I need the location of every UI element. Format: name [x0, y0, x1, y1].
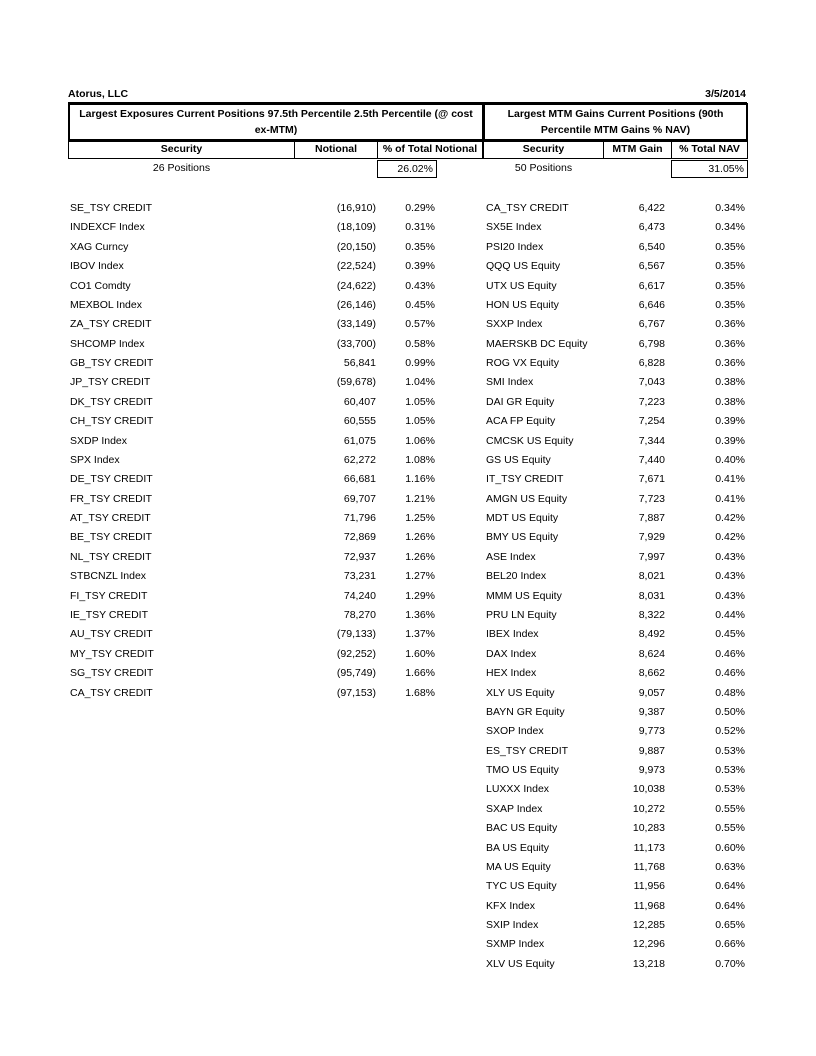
mtm-gain-cell: 12,296 — [632, 938, 665, 950]
security-cell: CO1 Comdty — [70, 280, 131, 292]
mtm-gain-cell: 8,021 — [638, 570, 665, 582]
company-name: Atorus, LLC — [68, 88, 129, 100]
notional-cell: (18,109) — [336, 221, 376, 233]
table-row — [0, 434, 816, 448]
table-row — [0, 279, 816, 293]
mtm-gain-cell: 7,440 — [638, 454, 665, 466]
notional-cell: (97,153) — [336, 687, 376, 699]
security-cell: MDT US Equity — [486, 512, 559, 524]
table-row — [0, 511, 816, 525]
security-cell: DK_TSY CREDIT — [70, 396, 153, 408]
pct-nav-cell: 0.52% — [715, 725, 745, 737]
mtm-gain-cell: 11,968 — [633, 900, 665, 912]
security-cell: BA US Equity — [486, 842, 550, 854]
table-row — [0, 957, 816, 971]
security-cell: BE_TSY CREDIT — [70, 531, 153, 543]
security-cell: MA US Equity — [486, 861, 551, 873]
table-row — [0, 821, 816, 835]
pct-notional-cell: 1.60% — [405, 648, 435, 660]
table-row — [0, 453, 816, 467]
table-row — [0, 724, 816, 738]
security-cell: BAC US Equity — [486, 822, 558, 834]
security-cell: GB_TSY CREDIT — [70, 357, 154, 369]
table-row — [0, 744, 816, 758]
pct-nav-cell: 0.64% — [715, 900, 745, 912]
pct-notional-cell: 0.39% — [405, 260, 435, 272]
pct-nav-cell: 0.53% — [715, 745, 745, 757]
table-row — [0, 375, 816, 389]
table-row — [0, 841, 816, 855]
mtm-gain-cell: 9,773 — [638, 725, 665, 737]
pct-nav-cell: 0.40% — [715, 454, 745, 466]
notional-cell: 60,407 — [343, 396, 376, 408]
security-cell: TYC US Equity — [486, 880, 557, 892]
security-cell: CA_TSY CREDIT — [486, 202, 569, 214]
right-panel-title: Largest MTM Gains Current Positions (90th Percentile MTM Gains % NAV) — [483, 103, 748, 141]
security-cell: SXAP Index — [486, 803, 543, 815]
notional-cell: (92,252) — [336, 648, 376, 660]
pct-notional-cell: 0.45% — [405, 299, 435, 311]
pct-nav-cell: 0.46% — [715, 667, 745, 679]
table-row — [0, 705, 816, 719]
notional-cell: 61,075 — [343, 435, 376, 447]
mtm-gain-cell: 9,387 — [638, 706, 665, 718]
notional-cell: (26,146) — [336, 299, 376, 311]
security-cell: SMI Index — [486, 376, 534, 388]
pct-notional-cell: 0.99% — [405, 357, 435, 369]
pct-notional-cell: 0.29% — [405, 202, 435, 214]
security-cell: STBCNZL Index — [70, 570, 147, 582]
mtm-gain-cell: 7,929 — [638, 531, 665, 543]
table-row — [0, 414, 816, 428]
security-cell: TMO US Equity — [486, 764, 559, 776]
security-cell: ASE Index — [486, 551, 536, 563]
pct-nav-cell: 0.38% — [715, 396, 745, 408]
pct-notional-cell: 1.26% — [405, 551, 435, 563]
table-row — [0, 763, 816, 777]
security-cell: PRU LN Equity — [486, 609, 557, 621]
security-cell: IBOV Index — [70, 260, 124, 272]
mtm-gain-cell: 6,473 — [638, 221, 665, 233]
pct-notional-cell: 1.21% — [405, 493, 435, 505]
pct-nav-cell: 0.66% — [715, 938, 745, 950]
pct-nav-cell: 0.64% — [715, 880, 745, 892]
security-cell: SPX Index — [70, 454, 120, 466]
mtm-gain-cell: 6,567 — [638, 260, 665, 272]
mtm-gain-cell: 7,254 — [638, 415, 665, 427]
mtm-gain-cell: 11,956 — [633, 880, 665, 892]
left-summary-pct: 26.02% — [377, 160, 437, 178]
mtm-gain-cell: 10,038 — [632, 783, 665, 795]
pct-nav-cell: 0.34% — [715, 202, 745, 214]
notional-cell: 74,240 — [343, 590, 376, 602]
pct-notional-cell: 0.57% — [405, 318, 435, 330]
table-row — [0, 201, 816, 215]
pct-notional-cell: 1.36% — [405, 609, 435, 621]
security-cell: GS US Equity — [486, 454, 551, 466]
mtm-gain-cell: 9,887 — [638, 745, 665, 757]
pct-nav-cell: 0.43% — [715, 551, 745, 563]
pct-nav-cell: 0.36% — [715, 318, 745, 330]
mtm-gain-cell: 7,223 — [638, 396, 665, 408]
mtm-gain-cell: 10,283 — [632, 822, 665, 834]
mtm-gain-cell: 7,723 — [638, 493, 665, 505]
pct-nav-cell: 0.44% — [715, 609, 745, 621]
security-cell: QQQ US Equity — [486, 260, 561, 272]
security-cell: BAYN GR Equity — [486, 706, 565, 718]
security-cell: SHCOMP Index — [70, 338, 145, 350]
notional-cell: (16,910) — [336, 202, 376, 214]
security-cell: NL_TSY CREDIT — [70, 551, 152, 563]
security-cell: SXMP Index — [486, 938, 545, 950]
security-cell: SG_TSY CREDIT — [70, 667, 154, 679]
notional-cell: (22,524) — [336, 260, 376, 272]
notional-cell: (95,749) — [336, 667, 376, 679]
pct-nav-cell: 0.35% — [715, 241, 745, 253]
security-cell: MY_TSY CREDIT — [70, 648, 154, 660]
security-cell: DE_TSY CREDIT — [70, 473, 153, 485]
table-row — [0, 530, 816, 544]
table-row — [0, 472, 816, 486]
mtm-gain-cell: 6,540 — [638, 241, 665, 253]
security-cell: IE_TSY CREDIT — [70, 609, 148, 621]
left-panel-title: Largest Exposures Current Positions 97.5th Percentile 2.5th Percentile (@ cost ex-MTM) — [68, 103, 484, 141]
pct-notional-cell: 1.26% — [405, 531, 435, 543]
pct-notional-cell: 1.37% — [405, 628, 435, 640]
pct-nav-cell: 0.48% — [715, 687, 745, 699]
security-cell: CMCSK US Equity — [486, 435, 574, 447]
security-cell: AT_TSY CREDIT — [70, 512, 151, 524]
mtm-gain-cell: 13,218 — [632, 958, 665, 970]
table-row — [0, 240, 816, 254]
pct-notional-cell: 0.31% — [405, 221, 435, 233]
mtm-gain-cell: 7,043 — [638, 376, 665, 388]
security-cell: XAG Curncy — [70, 241, 129, 253]
mtm-gain-cell: 9,057 — [638, 687, 665, 699]
mtm-gain-cell: 6,828 — [638, 357, 665, 369]
pct-nav-cell: 0.45% — [715, 628, 745, 640]
security-cell: CA_TSY CREDIT — [70, 687, 153, 699]
table-row — [0, 259, 816, 273]
security-cell: AU_TSY CREDIT — [70, 628, 153, 640]
table-row — [0, 220, 816, 234]
pct-nav-cell: 0.42% — [715, 512, 745, 524]
table-row — [0, 608, 816, 622]
security-cell: DAI GR Equity — [486, 396, 555, 408]
security-cell: IT_TSY CREDIT — [486, 473, 564, 485]
pct-nav-cell: 0.39% — [715, 435, 745, 447]
pct-notional-cell: 1.04% — [405, 376, 435, 388]
table-row — [0, 899, 816, 913]
pct-notional-cell: 0.43% — [405, 280, 435, 292]
security-cell: SXXP Index — [486, 318, 543, 330]
pct-notional-cell: 0.35% — [405, 241, 435, 253]
security-cell: SXOP Index — [486, 725, 544, 737]
pct-notional-cell: 1.66% — [405, 667, 435, 679]
pct-nav-cell: 0.35% — [715, 299, 745, 311]
table-row — [0, 918, 816, 932]
security-cell: MMM US Equity — [486, 590, 562, 602]
security-cell: MAERSKB DC Equity — [486, 338, 588, 350]
left-col-pct-notional: % of Total Notional — [377, 141, 483, 159]
pct-nav-cell: 0.42% — [715, 531, 745, 543]
mtm-gain-cell: 7,671 — [638, 473, 665, 485]
mtm-gain-cell: 7,997 — [638, 551, 665, 563]
right-summary-count: 50 Positions — [514, 162, 573, 174]
pct-nav-cell: 0.53% — [715, 783, 745, 795]
pct-nav-cell: 0.39% — [715, 415, 745, 427]
security-cell: SX5E Index — [486, 221, 542, 233]
table-row — [0, 627, 816, 641]
pct-nav-cell: 0.35% — [715, 280, 745, 292]
security-cell: ACA FP Equity — [486, 415, 556, 427]
notional-cell: 72,937 — [343, 551, 376, 563]
security-cell: BEL20 Index — [486, 570, 547, 582]
security-cell: BMY US Equity — [486, 531, 559, 543]
security-cell: MEXBOL Index — [70, 299, 142, 311]
security-cell: SXDP Index — [70, 435, 128, 447]
notional-cell: (59,678) — [336, 376, 376, 388]
mtm-gain-cell: 7,887 — [638, 512, 665, 524]
notional-cell: 69,707 — [343, 493, 376, 505]
pct-notional-cell: 1.68% — [405, 687, 435, 699]
security-cell: XLY US Equity — [486, 687, 555, 699]
pct-nav-cell: 0.50% — [715, 706, 745, 718]
notional-cell: (33,700) — [336, 338, 376, 350]
security-cell: ES_TSY CREDIT — [486, 745, 569, 757]
mtm-gain-cell: 11,768 — [633, 861, 665, 873]
table-row — [0, 879, 816, 893]
mtm-gain-cell: 7,344 — [638, 435, 665, 447]
notional-cell: 62,272 — [343, 454, 376, 466]
pct-nav-cell: 0.65% — [715, 919, 745, 931]
pct-notional-cell: 1.06% — [405, 435, 435, 447]
notional-cell: 73,231 — [343, 570, 376, 582]
security-cell: SE_TSY CREDIT — [70, 202, 153, 214]
security-cell: HON US Equity — [486, 299, 559, 311]
pct-nav-cell: 0.34% — [715, 221, 745, 233]
table-row — [0, 782, 816, 796]
left-col-security: Security — [68, 141, 295, 159]
notional-cell: 66,681 — [343, 473, 376, 485]
pct-nav-cell: 0.46% — [715, 648, 745, 660]
pct-notional-cell: 1.27% — [405, 570, 435, 582]
notional-cell: 71,796 — [343, 512, 376, 524]
pct-nav-cell: 0.36% — [715, 357, 745, 369]
pct-nav-cell: 0.63% — [715, 861, 745, 873]
pct-notional-cell: 1.29% — [405, 590, 435, 602]
security-cell: LUXXX Index — [486, 783, 550, 795]
notional-cell: 78,270 — [343, 609, 376, 621]
pct-notional-cell: 1.05% — [405, 396, 435, 408]
pct-nav-cell: 0.36% — [715, 338, 745, 350]
security-cell: FI_TSY CREDIT — [70, 590, 148, 602]
notional-cell: 72,869 — [343, 531, 376, 543]
table-row — [0, 337, 816, 351]
pct-nav-cell: 0.41% — [715, 473, 745, 485]
pct-nav-cell: 0.35% — [715, 260, 745, 272]
pct-notional-cell: 1.08% — [405, 454, 435, 466]
table-row — [0, 937, 816, 951]
mtm-gain-cell: 8,322 — [638, 609, 665, 621]
notional-cell: 60,555 — [343, 415, 376, 427]
notional-cell: (20,150) — [336, 241, 376, 253]
security-cell: UTX US Equity — [486, 280, 557, 292]
mtm-gain-cell: 10,272 — [632, 803, 665, 815]
table-row — [0, 686, 816, 700]
security-cell: CH_TSY CREDIT — [70, 415, 154, 427]
table-row — [0, 860, 816, 874]
security-cell: DAX Index — [486, 648, 537, 660]
security-cell: FR_TSY CREDIT — [70, 493, 153, 505]
table-row — [0, 550, 816, 564]
right-col-mtm-gain: MTM Gain — [603, 141, 672, 159]
notional-cell: (24,622) — [336, 280, 376, 292]
security-cell: KFX Index — [486, 900, 536, 912]
report-date: 3/5/2014 — [705, 88, 746, 100]
pct-nav-cell: 0.41% — [715, 493, 745, 505]
mtm-gain-cell: 11,173 — [633, 842, 665, 854]
security-cell: SXIP Index — [486, 919, 539, 931]
security-cell: IBEX Index — [486, 628, 539, 640]
mtm-gain-cell: 8,624 — [638, 648, 665, 660]
mtm-gain-cell: 6,617 — [638, 280, 665, 292]
mtm-gain-cell: 8,492 — [638, 628, 665, 640]
table-row — [0, 317, 816, 331]
security-cell: JP_TSY CREDIT — [70, 376, 151, 388]
pct-nav-cell: 0.55% — [715, 822, 745, 834]
right-summary-pct: 31.05% — [671, 160, 748, 178]
security-cell: XLV US Equity — [486, 958, 555, 970]
pct-nav-cell: 0.43% — [715, 590, 745, 602]
pct-nav-cell: 0.70% — [715, 958, 745, 970]
table-row — [0, 589, 816, 603]
table-row — [0, 395, 816, 409]
left-col-notional: Notional — [294, 141, 378, 159]
pct-notional-cell: 1.16% — [405, 473, 435, 485]
notional-cell: (33,149) — [336, 318, 376, 330]
security-cell: AMGN US Equity — [486, 493, 568, 505]
notional-cell: (79,133) — [336, 628, 376, 640]
security-cell: PSI20 Index — [486, 241, 544, 253]
table-row — [0, 298, 816, 312]
table-row — [0, 647, 816, 661]
notional-cell: 56,841 — [343, 357, 376, 369]
pct-notional-cell: 0.58% — [405, 338, 435, 350]
left-summary-count: 26 Positions — [152, 162, 211, 174]
table-row — [0, 569, 816, 583]
mtm-gain-cell: 6,767 — [638, 318, 665, 330]
table-row — [0, 802, 816, 816]
security-cell: ZA_TSY CREDIT — [70, 318, 152, 330]
pct-nav-cell: 0.53% — [715, 764, 745, 776]
table-row — [0, 666, 816, 680]
mtm-gain-cell: 8,031 — [638, 590, 665, 602]
table-row — [0, 492, 816, 506]
mtm-gain-cell: 6,646 — [638, 299, 665, 311]
right-col-pct-nav: % Total NAV — [671, 141, 748, 159]
right-col-security: Security — [483, 141, 604, 159]
table-row — [0, 356, 816, 370]
pct-nav-cell: 0.60% — [715, 842, 745, 854]
pct-nav-cell: 0.55% — [715, 803, 745, 815]
mtm-gain-cell: 6,798 — [638, 338, 665, 350]
pct-notional-cell: 1.05% — [405, 415, 435, 427]
mtm-gain-cell: 6,422 — [638, 202, 665, 214]
mtm-gain-cell: 8,662 — [638, 667, 665, 679]
pct-nav-cell: 0.38% — [715, 376, 745, 388]
security-cell: INDEXCF Index — [70, 221, 145, 233]
security-cell: ROG VX Equity — [486, 357, 559, 369]
mtm-gain-cell: 9,973 — [638, 764, 665, 776]
pct-nav-cell: 0.43% — [715, 570, 745, 582]
pct-notional-cell: 1.25% — [405, 512, 435, 524]
mtm-gain-cell: 12,285 — [632, 919, 665, 931]
security-cell: HEX Index — [486, 667, 537, 679]
